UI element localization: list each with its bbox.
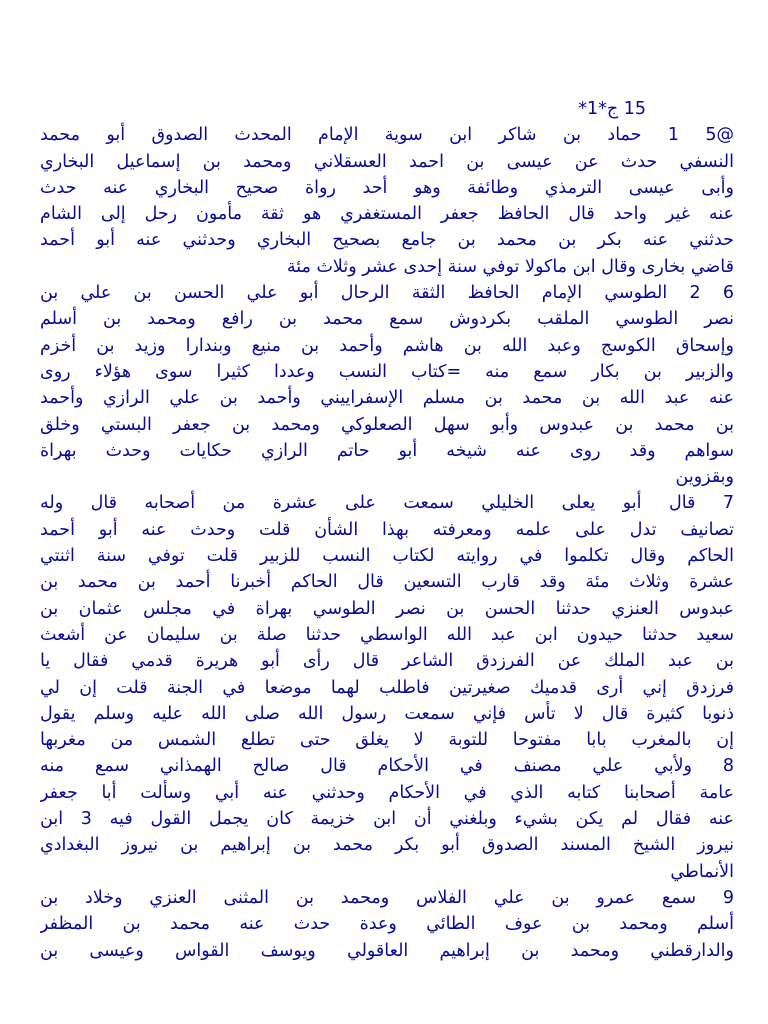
text-line: إن بالمغرب بابا مفتوحا للتوبة لا يغلق حتى تطلع الشمس من مغربها <box>40 730 734 751</box>
text-line: نيروز الشيخ المسند الصدوق أبو بكر محمد بن إبراهيم بن نيروز البغدادي <box>40 835 734 856</box>
text-line: والدارقطني ومحمد بن إبراهيم العاقولي ويوسف القواس وعيسى بن <box>40 940 734 961</box>
text-line: سواهم وقد روى عنه شيخه أبو حاتم الرازي حكايات وحدث بهراة <box>40 440 734 461</box>
text-line: والزبير بن بكار سمع منه =كتاب النسب وعددا كثيرا سوى هؤلاء روى <box>40 361 734 382</box>
document-page <box>40 96 734 964</box>
text-line: عنه فقال لم يكن بشيء وبلغني أن ابن خزيمة كان يجمل القول فيه 3 ابن <box>40 809 734 830</box>
text-line: 9 سمع عمرو بن علي الفلاس ومحمد بن المثنى العنزي وخلاد بن <box>40 887 734 908</box>
text-line: أسلم ومحمد بن عوف الطائي وعدة حدث عنه محمد بن المظفر <box>40 914 734 935</box>
text-line: بن محمد بن عبدوس وأبو سهل الصعلوكي ومحمد بن جعفر البستي وخلق <box>40 414 734 435</box>
text-line: نصر الطوسي الملقب بكردوش سمع محمد بن رافع ومحمد بن أسلم <box>40 309 734 330</box>
text-line: عامة أصحابنا كتابه الذي في الأحكام وحدثني عنه أبي وسألت أبا جعفر <box>40 782 734 803</box>
page-header: 15 ج*1* <box>578 99 646 119</box>
text-line: وبقزوين <box>675 467 734 488</box>
text-line: عنه غير واحد قال الحافظ جعفر المستغفري هو ثقة مأمون رحل إلى الشام <box>40 204 734 225</box>
text-line: النسفي حدث عن عيسى بن احمد العسقلاني ومحمد بن إسماعيل البخاري <box>40 151 734 172</box>
text-line: الأنماطي <box>670 861 734 882</box>
text-line: حدثني عنه بكر بن محمد بن جامع بصحيح البخاري وحدثني عنه أبو أحمد <box>40 230 734 251</box>
text-line: 6 2 الطوسي الإمام الحافظ الثقة الرحال أبو علي الحسن بن علي بن <box>40 283 734 304</box>
text-line: عبدوس العنزي حدثنا الحسن بن نصر الطوسي بهراة في مجلس عثمان بن <box>40 598 734 619</box>
text-line: عنه عبد الله بن محمد بن مسلم الإسفراييني وأحمد بن علي الرازي وأحمد <box>40 388 734 409</box>
text-line: عشرة وثلاث مئة وقد قارب التسعين قال الحاكم أخبرنا أحمد بن محمد بن <box>40 572 734 593</box>
text-line: 7 قال أبو يعلى الخليلي سمعت على عشرة من أصحابه قال وله <box>40 493 734 514</box>
text-line: بن عبد الملك عن الفرزدق الشاعر قال رأى أبو هريرة قدمي فقال يا <box>40 651 734 672</box>
text-line: 8 ولأبي علي مصنف في الأحكام قال صالح الهمذاني سمع منه <box>40 756 734 777</box>
text-line: وأبى عيسى الترمذي وطائفة وهو أحد رواة صحيح البخاري عنه حدث <box>40 177 734 198</box>
text-line: تصانيف تدل على علمه ومعرفته بهذا الشأن قلت وحدث عنه أبو أحمد <box>40 519 734 540</box>
text-line: @5 1 حماد بن شاكر ابن سوية الإمام المحدث الصدوق أبو محمد <box>40 125 734 146</box>
text-line: الحاكم وقال تكلموا في روايته لكتاب النسب للزبير قلت توفي سنة اثنتي <box>40 546 734 567</box>
text-line: سعيد حدثنا حيدون ابن عبد الله الواسطي حدثنا صلة بن سليمان عن أشعث <box>40 624 734 645</box>
text-line: ذنوبا كثيرة قال لا تأس فإني سمعت رسول الله صلى الله عليه وسلم يقول <box>40 703 734 724</box>
text-line: وإسحاق الكوسج وعبد الله بن هاشم وأحمد بن منيع وبندارا وزيد بن أخزم <box>40 335 734 356</box>
text-line: فرزدق إني أرى قدميك صغيرتين فاطلب لهما موضعا في الجنة قلت إن لي <box>40 677 734 698</box>
text-line: قاضي بخارى وقال ابن ماكولا توفي سنة إحدى عشر وثلاث مئة <box>286 256 734 277</box>
